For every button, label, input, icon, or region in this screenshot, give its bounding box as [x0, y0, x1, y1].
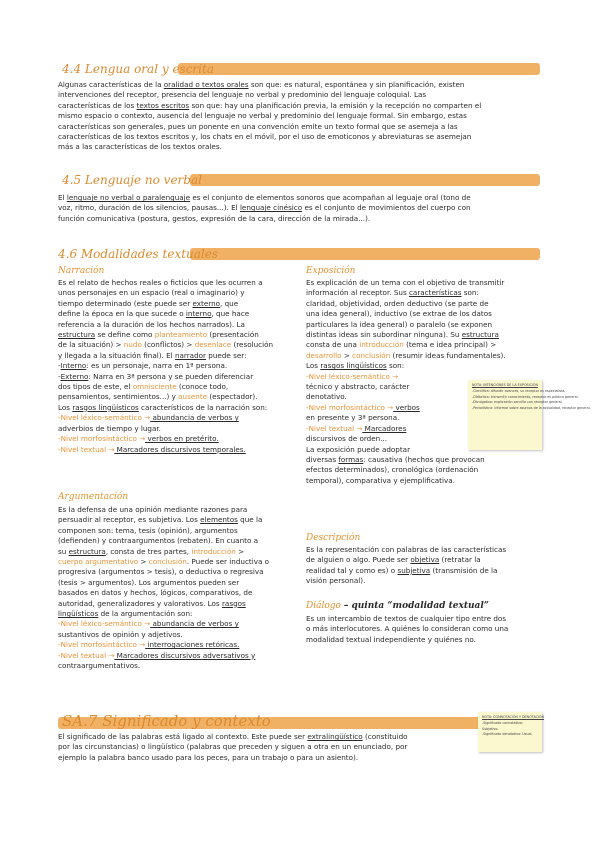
text-line — [306, 351, 540, 361]
section-title-modalidades: 4.6 Modalidades textuales — [58, 247, 219, 261]
text-run: > — [235, 546, 245, 556]
text-line — [306, 299, 540, 309]
text-line — [58, 567, 292, 577]
text-run: Es la representación con palabras de las características — [306, 545, 507, 554]
text-line — [58, 320, 292, 330]
highlighted-term: rasgos lingüísticos — [320, 361, 387, 371]
text-run: > — [138, 557, 149, 567]
text-line — [58, 640, 292, 650]
text-line — [58, 661, 292, 671]
text-run: contraargumentativos. — [58, 661, 141, 671]
text-line — [58, 340, 292, 350]
highlighted-term: subjetiva — [397, 565, 431, 575]
text-line — [306, 465, 540, 475]
text-run: -Nivel léxico-semántico → — [306, 371, 399, 381]
text-run: > — [341, 350, 353, 360]
highlighted-term: verbos en pretérito. — [145, 434, 219, 444]
text-run: información al receptor. Sus — [306, 288, 409, 298]
paragraph-argumentacion — [58, 505, 292, 672]
text-line — [58, 434, 292, 444]
text-run: o más interlocutores. A quiénes lo consideran como una — [306, 624, 509, 634]
text-run: temporal), comparativa y ejemplificativa. — [306, 475, 455, 485]
highlighted-term: formas — [338, 454, 364, 464]
subtitle-argumentacion: Argumentación — [58, 492, 129, 502]
highlighted-term: nudo — [123, 340, 142, 350]
note-line: -Científica: difundir avances, su receptor es especialista. — [472, 388, 566, 393]
text-run: : causativa (hechos que provocan — [363, 454, 485, 464]
text-run: puede ser: — [206, 350, 247, 360]
highlighted-term: introducción — [191, 546, 236, 556]
text-run: característicos de la narración son: — [138, 402, 268, 412]
highlighted-term: conclusión — [148, 557, 187, 567]
highlighted-term: lenguaje cinésico — [239, 203, 303, 213]
text-run: : es un personaje, narra en 1ª persona. — [86, 361, 228, 371]
paragraph-significado — [58, 732, 478, 763]
text-line — [58, 372, 292, 382]
text-run: (conoce todo, — [176, 382, 229, 392]
text-line — [58, 424, 292, 434]
highlighted-term: estructura — [58, 330, 96, 340]
text-run: persuadir al receptor, es subjetiva. Los — [58, 515, 201, 525]
text-run: tiempo determinado (este puede ser — [58, 298, 193, 308]
highlighted-term: Marcadores discursivos temporales. — [114, 444, 246, 454]
note-line: -Didáctica: transmitir conocimiento, receptor es público general. — [472, 394, 579, 399]
text-run: autoridad, generalizadores y valorativos. Los — [58, 598, 222, 608]
text-line — [58, 361, 292, 371]
text-line — [58, 351, 292, 361]
note-line: -Periodística: informar sobre asuntos de la actualidad, receptor general. — [472, 406, 591, 411]
text-line — [58, 732, 478, 742]
note-line: -Significado connotativo: — [482, 720, 523, 725]
text-run: . Puede ser inductiva o — [186, 557, 270, 567]
note-line: Subjetivo. — [482, 726, 499, 731]
text-run: características de los textos escritos y, los chats en el móvil, por el uso de emoticonos y abreviaturas se asemejan — [58, 132, 472, 142]
text-run: más a las características de los textos orales. — [58, 142, 222, 152]
text-run: , que — [220, 298, 239, 308]
text-run: una idea general), inductivo (se extrae de los datos — [306, 309, 492, 319]
text-run: adverbios de tiempo y lugar. — [58, 423, 161, 433]
text-run: son: — [461, 288, 479, 298]
text-run: realidad tal y como es) o — [306, 565, 398, 575]
text-run: unos personajes en un espacio (real o imaginario) y — [58, 288, 245, 298]
text-run: en presente y 3ª persona. — [306, 413, 400, 423]
text-line — [58, 609, 292, 619]
text-run: basados en datos y hechos, lógicos, comparativos, de — [58, 588, 253, 598]
paragraph-lenguaje-no-verbal — [58, 193, 540, 224]
text-line — [306, 278, 540, 288]
note-line: NOTA: INTENCIONES DE LA EXPOSICIÓN — [472, 383, 538, 387]
text-line — [306, 455, 540, 465]
text-run: (resumir ideas fundamentales). — [390, 350, 506, 360]
text-run: -Nivel morfosintáctico → — [58, 434, 146, 444]
text-run: (constituido — [362, 732, 408, 741]
text-line — [58, 526, 292, 536]
paragraph-dialogo — [306, 614, 540, 645]
highlighted-term: Marcadores — [362, 423, 407, 433]
text-line — [58, 203, 540, 213]
text-run: son que: hay una planificación previa, la emisión y la recepción no comparten el — [189, 100, 482, 110]
text-run: y llegada a la situación final). El — [58, 350, 175, 360]
text-run: Es un intercambio de textos de cualquier tipo entre dos — [306, 614, 507, 623]
text-run: Es explicación de un tema con el objetivo de transmitir — [306, 278, 505, 287]
highlighted-term: introducción — [359, 340, 404, 350]
highlighted-term: características — [408, 288, 462, 298]
text-run: diversas — [306, 454, 339, 464]
subtitle-dialogo: Diálogo – quinta “modalidad textual” — [306, 601, 489, 611]
text-line — [58, 403, 292, 413]
text-line — [58, 536, 292, 546]
note-line: -Significado denotativo: Usual. — [482, 732, 533, 737]
highlighted-term: ausente — [178, 392, 208, 402]
text-run: -Nivel léxico-semántico → — [58, 619, 151, 629]
text-line — [58, 651, 292, 661]
text-run: características de los — [58, 100, 137, 110]
text-line — [58, 214, 540, 224]
text-run: (tesis > argumentos). Los argumentos pueden ser — [58, 577, 240, 587]
text-run: Es el relato de hechos reales o ficticios que les ocurren a — [58, 278, 263, 287]
highlighted-term: extralingüístico — [307, 732, 363, 741]
text-line — [306, 635, 540, 645]
highlighted-term: Interno — [60, 361, 87, 371]
text-line — [58, 111, 540, 121]
text-line — [306, 476, 540, 486]
text-run: -Nivel morfosintáctico → — [306, 402, 394, 412]
highlighted-term: narrador — [174, 350, 207, 360]
text-run: discursivos de orden... — [306, 434, 388, 444]
text-run: progresiva (argumentos > tesis), o deductiva o regresiva — [58, 567, 264, 577]
text-run: Algunas características de la — [58, 80, 164, 89]
text-line — [306, 288, 540, 298]
text-run: modalidad textual independiente y quiénes no. — [306, 634, 476, 644]
text-run: Los — [306, 361, 321, 371]
text-run: son: — [386, 361, 405, 371]
text-run: su — [58, 546, 69, 556]
highlighted-term: desenlace — [194, 340, 232, 350]
subtitle-narracion: Narración — [58, 266, 105, 276]
text-run: , que hace — [211, 309, 250, 319]
text-line — [58, 142, 540, 152]
text-run: -Nivel textual → — [306, 423, 363, 433]
text-line — [306, 320, 540, 330]
highlighted-term: Externo — [60, 371, 89, 381]
highlighted-term: planteamiento — [154, 330, 208, 340]
text-run: de la situación) > — [58, 340, 124, 350]
text-line — [306, 624, 540, 634]
text-run: (retratar la — [439, 555, 481, 565]
text-line — [58, 619, 292, 629]
text-line — [58, 630, 292, 640]
text-run: particulares la idea general) o paralelo (se exponen — [306, 319, 493, 329]
text-line — [306, 545, 540, 555]
text-line — [306, 330, 540, 340]
text-line — [306, 361, 540, 371]
text-line — [58, 557, 292, 567]
text-run: intervenciones del receptor, presencia del lenguaje no verbal y predominio del lenguaje coloquial. Las — [58, 90, 427, 100]
text-run: : Narra en 3ª persona y se pueden diferenciar — [88, 371, 254, 381]
section-header-bar — [178, 63, 540, 75]
text-run: (conflictos) > — [141, 340, 195, 350]
paragraph-descripcion — [306, 545, 540, 587]
highlighted-term: oralidad o textos orales — [163, 80, 249, 89]
text-run: por las circunstancias) o lingüístico (palabras que preceden y siguen a otra en un enunciado, por — [58, 742, 408, 752]
highlighted-term: estructura — [461, 330, 499, 340]
text-line — [58, 445, 292, 455]
text-run: (transmisión de la — [430, 565, 498, 575]
text-run: mismo espacio o contexto, ausencia del lenguaje no verbal y predominio del lenguaje formal. Sin embargo, estas — [58, 111, 467, 121]
text-run: (tema e idea principal) > — [403, 340, 497, 350]
highlighted-term: cuerpo argumentativo — [58, 557, 139, 567]
text-line — [58, 101, 540, 111]
text-line — [58, 413, 292, 423]
highlighted-term: verbos — [393, 402, 420, 412]
text-line — [306, 555, 540, 565]
text-run: componen son: tema, tesis (opinión), argumentos — [58, 525, 238, 535]
subtitle-exposicion: Exposición — [306, 266, 356, 276]
section-header-bar — [190, 248, 540, 260]
text-line — [58, 278, 292, 288]
text-run: - — [58, 371, 61, 381]
text-run: (defienden) y contraargumentos (rebaten). En cuanto a — [58, 536, 259, 546]
text-run: es el conjunto de elementos sonoros que acompañan al leguaje oral (tono de — [190, 193, 471, 202]
text-line — [58, 382, 292, 392]
note-line: -Divulgativa: explicación sencilla con receptor general. — [472, 400, 563, 405]
text-line — [58, 122, 540, 132]
text-line — [58, 515, 292, 525]
highlighted-term: omnisciente — [132, 382, 177, 392]
text-run: , consta de tres partes, — [105, 546, 192, 556]
text-line — [306, 566, 540, 576]
text-line — [58, 193, 540, 203]
text-run: ejemplo la palabra banco usado para los peces, para un trabajo o para un asiento). — [58, 752, 359, 762]
highlighted-term: lingüísticos — [58, 609, 99, 619]
highlighted-term: conclusión — [352, 350, 391, 360]
text-run: técnico y abstracto, carácter — [306, 382, 410, 392]
text-run: claridad, objetividad, orden deductivo (se parte de — [306, 298, 489, 308]
text-line — [58, 132, 540, 142]
paragraph-oral-escrita — [58, 80, 540, 153]
text-line — [58, 505, 292, 515]
text-run: función comunicativa (postura, gestos, expresión de la cara, dirección de la mirada...). — [58, 213, 371, 223]
highlighted-term: externo — [192, 298, 221, 308]
highlighted-term: desarrollo — [306, 350, 342, 360]
text-line — [58, 753, 478, 763]
text-line — [58, 547, 292, 557]
text-run: es el conjunto de movimientos del cuerpo con — [302, 203, 471, 213]
text-line — [306, 340, 540, 350]
text-run: (resolución — [231, 340, 274, 350]
highlighted-term: lenguaje no verbal o paralenguaje — [66, 193, 191, 202]
text-run: dos tipos de este, el — [58, 382, 133, 392]
highlighted-term: rasgos — [221, 598, 246, 608]
text-line — [58, 588, 292, 598]
text-line — [58, 742, 478, 752]
highlighted-term: abundancia de verbos y — [150, 413, 239, 423]
highlighted-term: objetiva — [410, 555, 440, 565]
text-run: (espectador). — [207, 392, 258, 402]
highlighted-term: textos escritos — [136, 100, 190, 110]
text-run: consta de una — [306, 340, 360, 350]
highlighted-term: estructura — [68, 546, 106, 556]
text-run: efectos determinados), cronológica (ordenación — [306, 465, 479, 475]
text-line — [306, 309, 540, 319]
text-line — [58, 299, 292, 309]
text-run: -Nivel morfosintáctico → — [58, 640, 146, 650]
text-run: Los — [58, 402, 73, 412]
text-run: voz, ritmo, duración de los silencios, pausas...). El — [58, 203, 240, 213]
text-run: que la — [237, 515, 263, 525]
text-line — [58, 392, 292, 402]
section-title-oral-escrita: 4.4 Lengua oral y escrita — [62, 62, 214, 76]
text-run: -Nivel léxico-semántico → — [58, 413, 151, 423]
text-line — [306, 576, 540, 586]
text-run: visión personal). — [306, 576, 366, 586]
text-line — [306, 614, 540, 624]
text-line — [58, 599, 292, 609]
text-run: denotativo. — [306, 392, 347, 402]
text-line — [58, 309, 292, 319]
text-run: se define como — [95, 330, 155, 340]
sticky-note-connotacion — [478, 712, 542, 752]
text-run: de la argumentación son: — [98, 609, 193, 619]
section-header-bar — [190, 174, 540, 186]
highlighted-term: elementos — [200, 515, 238, 525]
highlighted-term: abundancia de verbos y — [150, 619, 239, 629]
sticky-note-exposicion — [468, 380, 591, 450]
text-run: define la época en la que sucede o — [58, 309, 186, 319]
highlighted-term: rasgos lingüísticos — [72, 402, 139, 412]
highlighted-term: interno — [185, 309, 212, 319]
text-run: de alguien o algo. Puede ser — [306, 555, 411, 565]
text-run: características son generales, pues un ponente en una convención emite un texto formal que se asemeja a las — [58, 121, 458, 131]
text-run: sustantivos de opinión y adjetivos. — [58, 629, 183, 639]
text-line — [58, 578, 292, 588]
text-line — [58, 288, 292, 298]
text-run: pensamientos, sentimientos...) y — [58, 392, 179, 402]
text-run: -Nivel textual → — [58, 650, 115, 660]
text-run: - — [58, 361, 61, 371]
text-run: Es la defensa de una opinión mediante razones para — [58, 505, 248, 514]
paragraph-narracion — [58, 278, 292, 455]
text-run: son que: es natural, espontánea y sin planificación, existen — [248, 80, 465, 89]
text-run: -Nivel textual → — [58, 444, 115, 454]
text-run: El significado de las palabras está ligado al contexto. Este puede ser — [58, 732, 308, 741]
section-title-lenguaje-no-verbal: 4.5 Lenguaje no verbal — [62, 173, 202, 187]
note-line: NOTA: CONNOTACIÓN Y DENOTACIÓN — [482, 715, 544, 719]
text-run: distintas ideas sin subordinar ninguna). Su — [306, 330, 462, 340]
text-run: La exposición puede adoptar — [306, 444, 411, 454]
text-run: El — [58, 193, 67, 202]
highlighted-term: Marcadores discursivos adversativos y — [114, 650, 256, 660]
text-run: (presentación — [207, 330, 259, 340]
section-title-significado: SA.7 Significado y contexto — [62, 712, 271, 730]
subtitle-descripcion: Descripción — [306, 533, 361, 543]
text-line — [58, 90, 540, 100]
highlighted-term: interrogaciones retóricas. — [145, 640, 240, 650]
text-line — [58, 80, 540, 90]
text-line — [58, 330, 292, 340]
text-run: referencia a la duración de los hechos narrados). La — [58, 319, 245, 329]
